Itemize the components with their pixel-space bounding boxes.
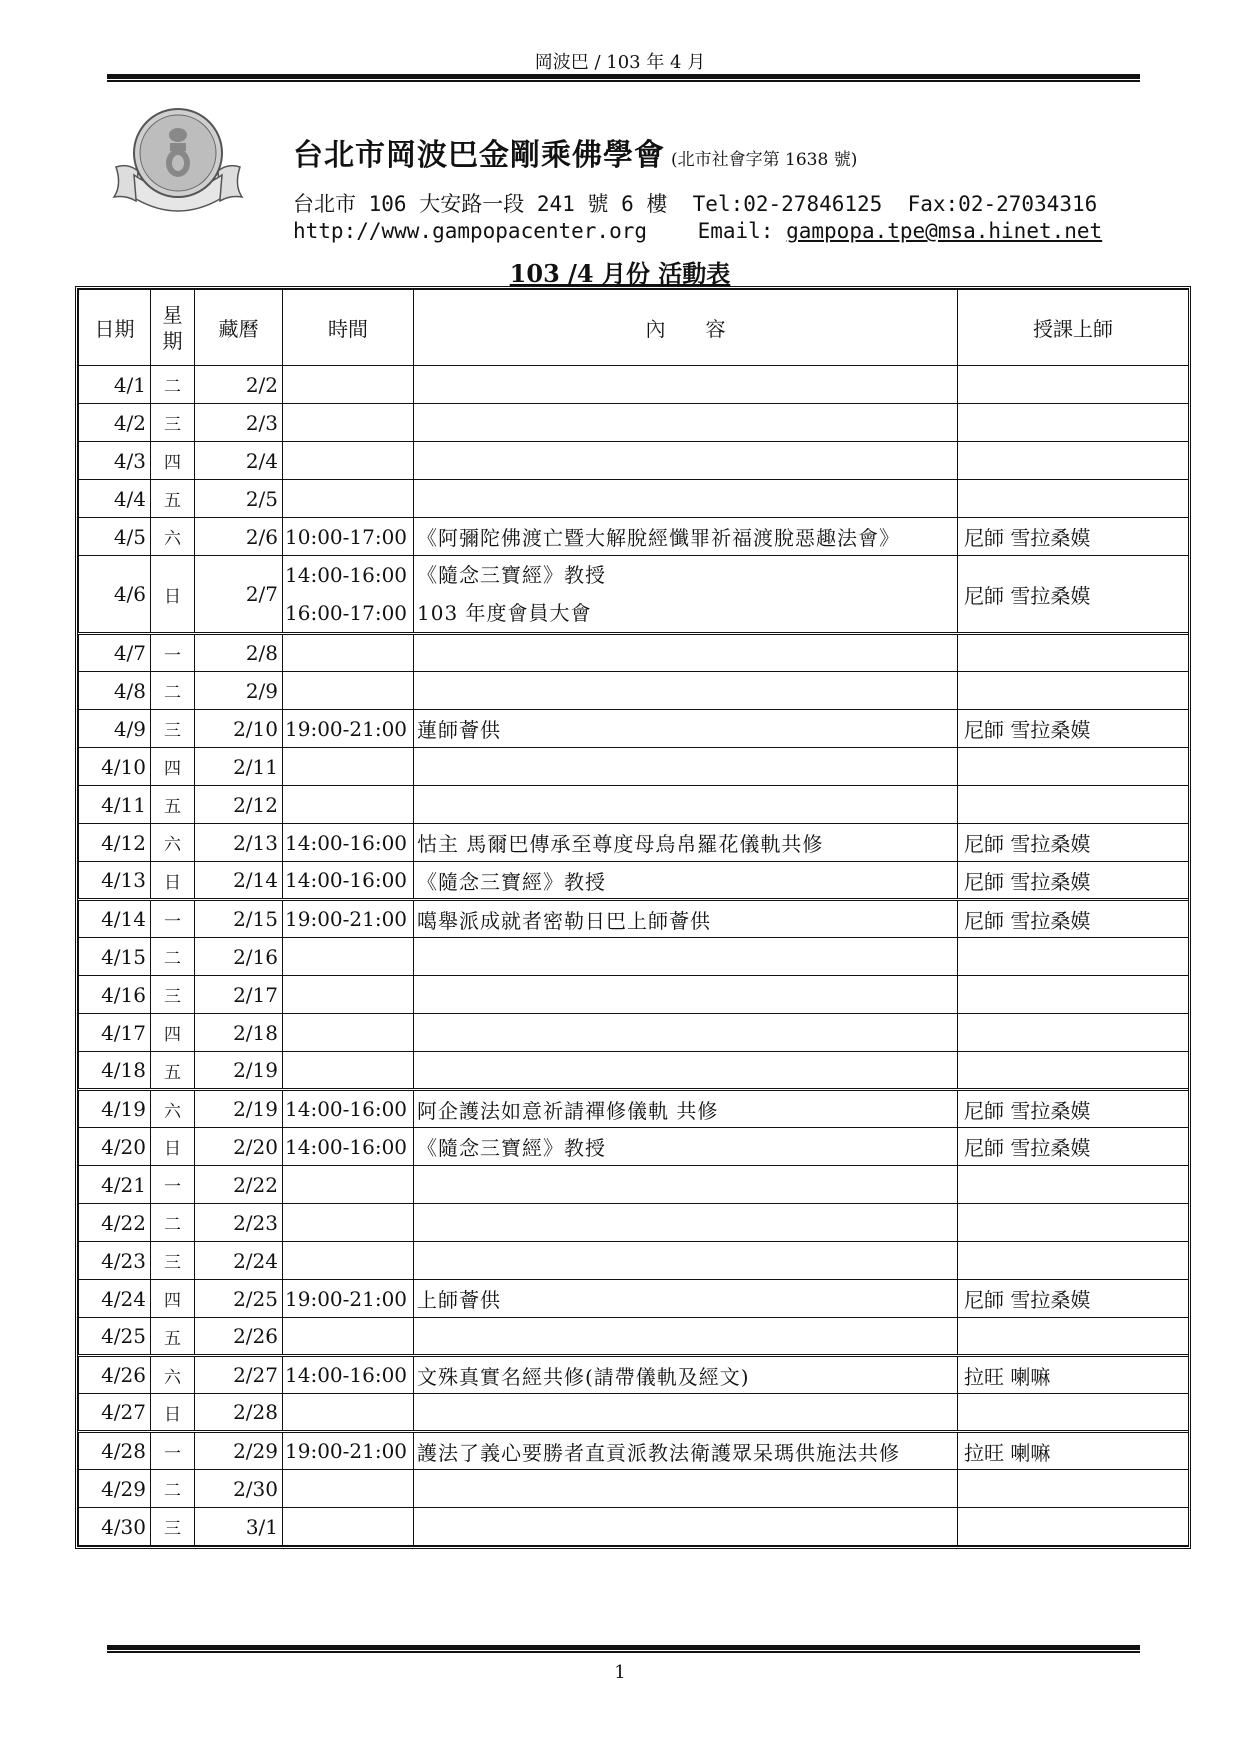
cell-lunar-date: 2/3 — [195, 404, 283, 442]
cell-teacher: 拉旺 喇嘛 — [958, 1356, 1189, 1394]
cell-date: 4/7 — [79, 634, 151, 672]
cell-time: 14:00-16:00 — [283, 862, 414, 900]
cell-date: 4/4 — [79, 480, 151, 518]
cell-date: 4/11 — [79, 786, 151, 824]
cell-teacher — [958, 1318, 1189, 1356]
cell-time — [283, 634, 414, 672]
cell-date: 4/1 — [79, 366, 151, 404]
document-title — [0, 254, 1240, 289]
table-row — [79, 442, 1189, 480]
cell-teacher: 尼師 雪拉桑嫫 — [958, 824, 1189, 862]
schedule-table-frame — [75, 286, 1191, 1549]
cell-time — [283, 1242, 414, 1280]
cell-teacher: 尼師 雪拉桑嫫 — [958, 1090, 1189, 1128]
cell-weekday: 二 — [151, 672, 195, 710]
cell-time: 10:00-17:00 — [283, 518, 414, 556]
cell-weekday: 一 — [151, 1166, 195, 1204]
cell-content — [414, 634, 958, 672]
cell-teacher — [958, 976, 1189, 1014]
cell-weekday: 五 — [151, 480, 195, 518]
cell-content — [414, 748, 958, 786]
cell-time — [283, 1204, 414, 1242]
cell-weekday: 三 — [151, 404, 195, 442]
cell-content: 《阿彌陀佛渡亡暨大解脫經懺罪祈福渡脫惡趣法會》 — [414, 518, 958, 556]
cell-date: 4/24 — [79, 1280, 151, 1318]
cell-lunar-date: 2/4 — [195, 442, 283, 480]
cell-time — [283, 1014, 414, 1052]
cell-content: 護法了義心要勝者直貢派教法衛護眾呆瑪供施法共修 — [414, 1432, 958, 1470]
org-fax: Fax:02-27034316 — [907, 192, 1098, 216]
cell-teacher — [958, 938, 1189, 976]
table-row — [79, 404, 1189, 442]
table-row — [79, 480, 1189, 518]
cell-weekday: 六 — [151, 1356, 195, 1394]
cell-teacher — [958, 634, 1189, 672]
header-weekday-1: 星 — [162, 302, 183, 327]
cell-teacher — [958, 366, 1189, 404]
org-email-link[interactable]: gampopa.tpe@msa.hinet.net — [786, 219, 1103, 243]
cell-teacher — [958, 748, 1189, 786]
cell-time — [283, 366, 414, 404]
table-row — [79, 672, 1189, 710]
cell-weekday: 日 — [151, 1394, 195, 1432]
cell-teacher: 尼師 雪拉桑嫫 — [958, 556, 1189, 634]
cell-date: 4/26 — [79, 1356, 151, 1394]
cell-weekday: 四 — [151, 442, 195, 480]
cell-content — [414, 1166, 958, 1204]
cell-content — [414, 1394, 958, 1432]
cell-weekday: 三 — [151, 710, 195, 748]
cell-date: 4/28 — [79, 1432, 151, 1470]
table-row — [79, 634, 1189, 672]
cell-time: 14:00-16:00 — [283, 824, 414, 862]
cell-content — [414, 938, 958, 976]
cell-time — [283, 938, 414, 976]
cell-teacher — [958, 1166, 1189, 1204]
table-row — [79, 366, 1189, 404]
cell-content: 阿企護法如意祈請禪修儀軌 共修 — [414, 1090, 958, 1128]
cell-content — [414, 1470, 958, 1508]
cell-time: 14:00-16:00 — [283, 1128, 414, 1166]
footer-rule — [107, 1645, 1140, 1653]
cell-content — [414, 404, 958, 442]
cell-time — [283, 442, 414, 480]
cell-time — [283, 1508, 414, 1546]
running-header: 岡波巴 / 103 年 4 月 — [534, 52, 706, 73]
cell-weekday: 一 — [151, 900, 195, 938]
cell-content — [414, 556, 958, 634]
cell-teacher — [958, 442, 1189, 480]
cell-teacher: 尼師 雪拉桑嫫 — [958, 518, 1189, 556]
cell-time: 14:00-16:00 — [283, 1090, 414, 1128]
header-weekday — [151, 290, 195, 366]
cell-lunar-date: 2/12 — [195, 786, 283, 824]
org-web-line — [293, 219, 1102, 243]
cell-teacher — [958, 786, 1189, 824]
cell-content — [414, 480, 958, 518]
cell-teacher: 尼師 雪拉桑嫫 — [958, 710, 1189, 748]
cell-teacher — [958, 404, 1189, 442]
cell-date: 4/8 — [79, 672, 151, 710]
cell-weekday: 二 — [151, 366, 195, 404]
cell-teacher: 尼師 雪拉桑嫫 — [958, 1280, 1189, 1318]
cell-teacher — [958, 672, 1189, 710]
org-name-text: 台北市岡波巴金剛乘佛學會 — [293, 138, 665, 173]
cell-content — [414, 976, 958, 1014]
table-header-row — [79, 290, 1189, 366]
cell-weekday: 三 — [151, 1242, 195, 1280]
cell-lunar-date: 2/20 — [195, 1128, 283, 1166]
org-name — [293, 130, 857, 174]
cell-date: 4/17 — [79, 1014, 151, 1052]
header-weekday-2: 期 — [162, 328, 183, 353]
page-number: 1 — [614, 1662, 626, 1683]
cell-content — [414, 1014, 958, 1052]
header-time: 時間 — [283, 290, 414, 366]
cell-lunar-date: 2/15 — [195, 900, 283, 938]
cell-lunar-date: 2/19 — [195, 1052, 283, 1090]
cell-date: 4/21 — [79, 1166, 151, 1204]
cell-teacher — [958, 1242, 1189, 1280]
cell-lunar-date: 2/30 — [195, 1470, 283, 1508]
cell-weekday: 二 — [151, 938, 195, 976]
cell-lunar-date: 2/25 — [195, 1280, 283, 1318]
org-tel: Tel:02-27846125 — [692, 192, 883, 216]
cell-lunar-date: 2/10 — [195, 710, 283, 748]
table-row — [79, 938, 1189, 976]
cell-weekday: 五 — [151, 1318, 195, 1356]
cell-lunar-date: 2/5 — [195, 480, 283, 518]
cell-weekday: 四 — [151, 1280, 195, 1318]
cell-teacher — [958, 1508, 1189, 1546]
cell-weekday: 四 — [151, 1014, 195, 1052]
cell-date: 4/19 — [79, 1090, 151, 1128]
table-row — [79, 1318, 1189, 1356]
cell-time — [283, 748, 414, 786]
cell-content — [414, 442, 958, 480]
cell-date: 4/29 — [79, 1470, 151, 1508]
header-rule — [107, 74, 1140, 82]
cell-time — [283, 1394, 414, 1432]
cell-content: 上師薈供 — [414, 1280, 958, 1318]
cell-time-line-1: 14:00-16:00 — [285, 563, 408, 587]
cell-date: 4/5 — [79, 518, 151, 556]
cell-lunar-date: 2/9 — [195, 672, 283, 710]
table-row — [79, 1394, 1189, 1432]
cell-weekday: 五 — [151, 786, 195, 824]
cell-teacher — [958, 1014, 1189, 1052]
cell-time — [283, 556, 414, 634]
cell-teacher — [958, 1204, 1189, 1242]
cell-date: 4/15 — [79, 938, 151, 976]
cell-lunar-date: 2/11 — [195, 748, 283, 786]
cell-teacher — [958, 1394, 1189, 1432]
cell-content: 蓮師薈供 — [414, 710, 958, 748]
table-row — [79, 824, 1189, 862]
cell-time — [283, 1052, 414, 1090]
header-date: 日期 — [79, 290, 151, 366]
table-row — [79, 710, 1189, 748]
header-content: 內 容 — [414, 290, 958, 366]
cell-lunar-date: 3/1 — [195, 1508, 283, 1546]
table-row — [79, 1470, 1189, 1508]
cell-content-line-2: 103 年度會員大會 — [417, 601, 592, 625]
cell-lunar-date: 2/6 — [195, 518, 283, 556]
cell-lunar-date: 2/14 — [195, 862, 283, 900]
cell-teacher: 尼師 雪拉桑嫫 — [958, 1128, 1189, 1166]
cell-weekday: 日 — [151, 862, 195, 900]
cell-weekday: 三 — [151, 976, 195, 1014]
cell-date: 4/27 — [79, 1394, 151, 1432]
org-address-line — [293, 188, 1097, 218]
cell-content — [414, 1052, 958, 1090]
cell-weekday: 日 — [151, 1128, 195, 1166]
table-row — [79, 1052, 1189, 1090]
table-row — [79, 1356, 1189, 1394]
org-email-label: Email: — [697, 219, 774, 243]
org-website-link[interactable]: http://www.gampopacenter.org — [293, 219, 648, 243]
cell-weekday: 一 — [151, 1432, 195, 1470]
cell-lunar-date: 2/22 — [195, 1166, 283, 1204]
cell-date: 4/12 — [79, 824, 151, 862]
cell-lunar-date: 2/18 — [195, 1014, 283, 1052]
cell-content — [414, 366, 958, 404]
cell-weekday: 五 — [151, 1052, 195, 1090]
cell-content — [414, 1242, 958, 1280]
table-row — [79, 518, 1189, 556]
org-address: 台北市 106 大安路一段 241 號 6 樓 — [293, 192, 668, 216]
table-row — [79, 1204, 1189, 1242]
cell-lunar-date: 2/16 — [195, 938, 283, 976]
cell-content — [414, 1508, 958, 1546]
cell-lunar-date: 2/23 — [195, 1204, 283, 1242]
cell-date: 4/9 — [79, 710, 151, 748]
table-row — [79, 1432, 1189, 1470]
table-row — [79, 976, 1189, 1014]
cell-weekday: 一 — [151, 634, 195, 672]
cell-content — [414, 1204, 958, 1242]
table-row — [79, 1280, 1189, 1318]
cell-weekday: 日 — [151, 556, 195, 634]
cell-teacher — [958, 480, 1189, 518]
cell-teacher — [958, 1470, 1189, 1508]
cell-time — [283, 976, 414, 1014]
cell-teacher: 尼師 雪拉桑嫫 — [958, 862, 1189, 900]
cell-lunar-date: 2/7 — [195, 556, 283, 634]
cell-time: 19:00-21:00 — [283, 1432, 414, 1470]
table-row — [79, 1166, 1189, 1204]
table-row — [79, 862, 1189, 900]
table-row — [79, 1508, 1189, 1546]
cell-lunar-date: 2/27 — [195, 1356, 283, 1394]
cell-time — [283, 1470, 414, 1508]
cell-content: 文殊真實名經共修(請帶儀軌及經文) — [414, 1356, 958, 1394]
cell-date: 4/16 — [79, 976, 151, 1014]
cell-weekday: 二 — [151, 1470, 195, 1508]
cell-lunar-date: 2/24 — [195, 1242, 283, 1280]
cell-time — [283, 1318, 414, 1356]
cell-time: 19:00-21:00 — [283, 900, 414, 938]
cell-date: 4/23 — [79, 1242, 151, 1280]
cell-lunar-date: 2/29 — [195, 1432, 283, 1470]
cell-lunar-date: 2/13 — [195, 824, 283, 862]
cell-lunar-date: 2/2 — [195, 366, 283, 404]
org-registration: (北市社會字第 1638 號) — [671, 150, 858, 170]
table-row — [79, 1242, 1189, 1280]
cell-date: 4/14 — [79, 900, 151, 938]
table-row — [79, 1090, 1189, 1128]
cell-weekday: 六 — [151, 1090, 195, 1128]
cell-date: 4/2 — [79, 404, 151, 442]
cell-time — [283, 480, 414, 518]
cell-date: 4/10 — [79, 748, 151, 786]
table-row — [79, 1128, 1189, 1166]
cell-content: 噶舉派成就者密勒日巴上師薈供 — [414, 900, 958, 938]
cell-weekday: 二 — [151, 1204, 195, 1242]
cell-content — [414, 1318, 958, 1356]
cell-date: 4/3 — [79, 442, 151, 480]
cell-lunar-date: 2/26 — [195, 1318, 283, 1356]
cell-teacher — [958, 1052, 1189, 1090]
cell-content — [414, 786, 958, 824]
table-row — [79, 900, 1189, 938]
cell-date: 4/6 — [79, 556, 151, 634]
cell-time — [283, 786, 414, 824]
org-logo-icon — [108, 105, 248, 215]
cell-teacher: 拉旺 喇嘛 — [958, 1432, 1189, 1470]
document-title-text: 103 /4 月份 活動表 — [509, 259, 731, 288]
table-row — [79, 1014, 1189, 1052]
cell-weekday: 三 — [151, 1508, 195, 1546]
cell-content: 《隨念三寶經》教授 — [414, 1128, 958, 1166]
cell-time: 19:00-21:00 — [283, 710, 414, 748]
cell-date: 4/30 — [79, 1508, 151, 1546]
cell-time: 19:00-21:00 — [283, 1280, 414, 1318]
table-row — [79, 556, 1189, 634]
header-lunar: 藏曆 — [195, 290, 283, 366]
cell-lunar-date: 2/8 — [195, 634, 283, 672]
cell-lunar-date: 2/19 — [195, 1090, 283, 1128]
cell-weekday: 六 — [151, 824, 195, 862]
cell-time — [283, 404, 414, 442]
cell-time — [283, 1166, 414, 1204]
cell-content-line-1: 《隨念三寶經》教授 — [417, 563, 606, 587]
cell-lunar-date: 2/28 — [195, 1394, 283, 1432]
header-teacher: 授課上師 — [958, 290, 1189, 366]
cell-lunar-date: 2/17 — [195, 976, 283, 1014]
cell-time-line-2: 16:00-17:00 — [285, 601, 408, 625]
cell-weekday: 四 — [151, 748, 195, 786]
cell-date: 4/25 — [79, 1318, 151, 1356]
cell-weekday: 六 — [151, 518, 195, 556]
cell-date: 4/22 — [79, 1204, 151, 1242]
table-row — [79, 748, 1189, 786]
cell-time: 14:00-16:00 — [283, 1356, 414, 1394]
cell-teacher: 尼師 雪拉桑嫫 — [958, 900, 1189, 938]
cell-date: 4/13 — [79, 862, 151, 900]
cell-content: 怙主 馬爾巴傳承至尊度母烏帛羅花儀軌共修 — [414, 824, 958, 862]
cell-content — [414, 672, 958, 710]
cell-date: 4/20 — [79, 1128, 151, 1166]
cell-time — [283, 672, 414, 710]
schedule-table — [78, 289, 1189, 1546]
cell-content: 《隨念三寶經》教授 — [414, 862, 958, 900]
cell-date: 4/18 — [79, 1052, 151, 1090]
table-row — [79, 786, 1189, 824]
